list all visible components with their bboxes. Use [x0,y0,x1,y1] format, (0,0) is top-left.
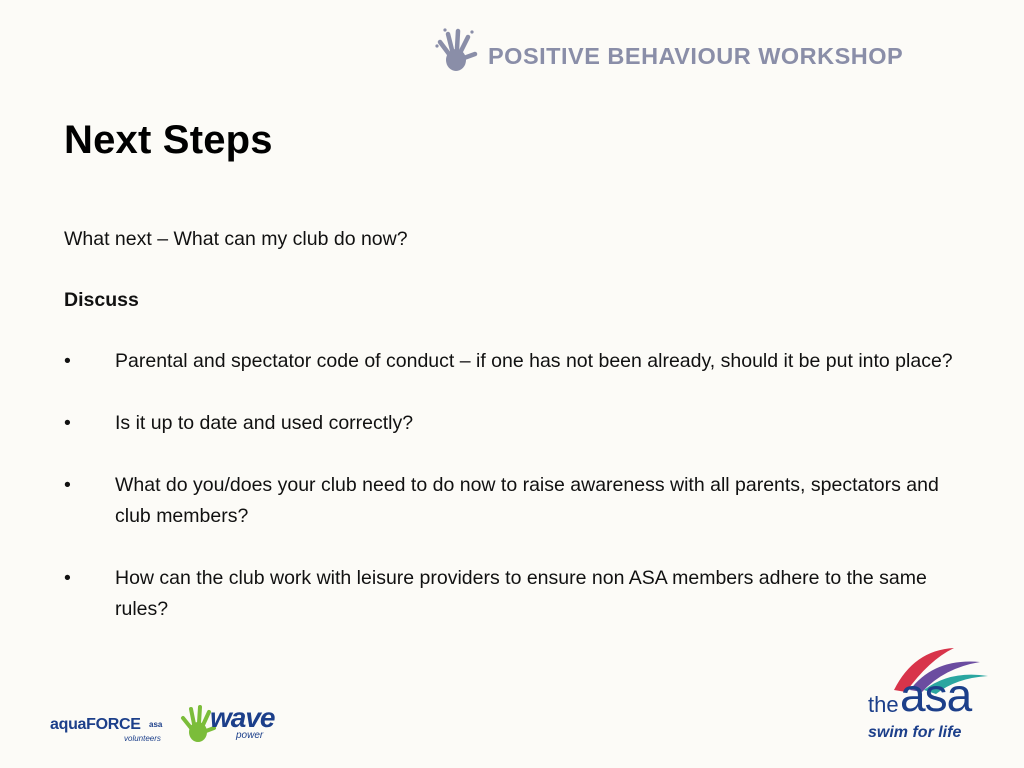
asa-tagline: swim for life [868,724,962,741]
aquaforce-volunteers-text: volunteers [124,734,161,743]
page-title: Next Steps [64,118,273,162]
asa-wordmark: asa [900,669,972,721]
bullet-marker: • [64,350,71,372]
workshop-header [432,26,903,76]
aquaforce-asa-text: asa [149,720,163,729]
list-item-text: What do you/does your club need to do now to raise awareness with all parents, spectators and club members? [115,474,939,527]
list-item-text: Is it up to date and used correctly? [115,412,414,434]
discuss-heading: Discuss [64,289,139,311]
asa-logo [864,640,1004,750]
list-item [64,346,974,377]
wave-wordmark: wave [210,702,275,733]
bullet-marker: • [64,474,71,496]
slide-body [64,224,974,656]
list-item [64,470,974,532]
list-item-text: How can the club work with leisure providers to ensure non ASA members adhere to the same rules? [115,567,927,620]
list-item [64,563,974,625]
wave-power-text: power [236,730,264,741]
asa-the-text: the [868,692,899,717]
hand-icon [432,26,478,76]
discussion-list [64,346,974,625]
header-title: POSITIVE BEHAVIOUR WORKSHOP [488,42,904,69]
bullet-marker: • [64,412,71,434]
wave-power-logo [180,702,296,746]
intro-question: What next – What can my club do now? [64,228,408,250]
aquaforce-logo [50,714,170,744]
aquaforce-wordmark: aquaFORCE [50,716,141,733]
bullet-marker: • [64,567,71,589]
list-item-text: Parental and spectator code of conduct – if one has not been already, should it be put into place? [115,350,953,372]
list-item [64,408,974,439]
